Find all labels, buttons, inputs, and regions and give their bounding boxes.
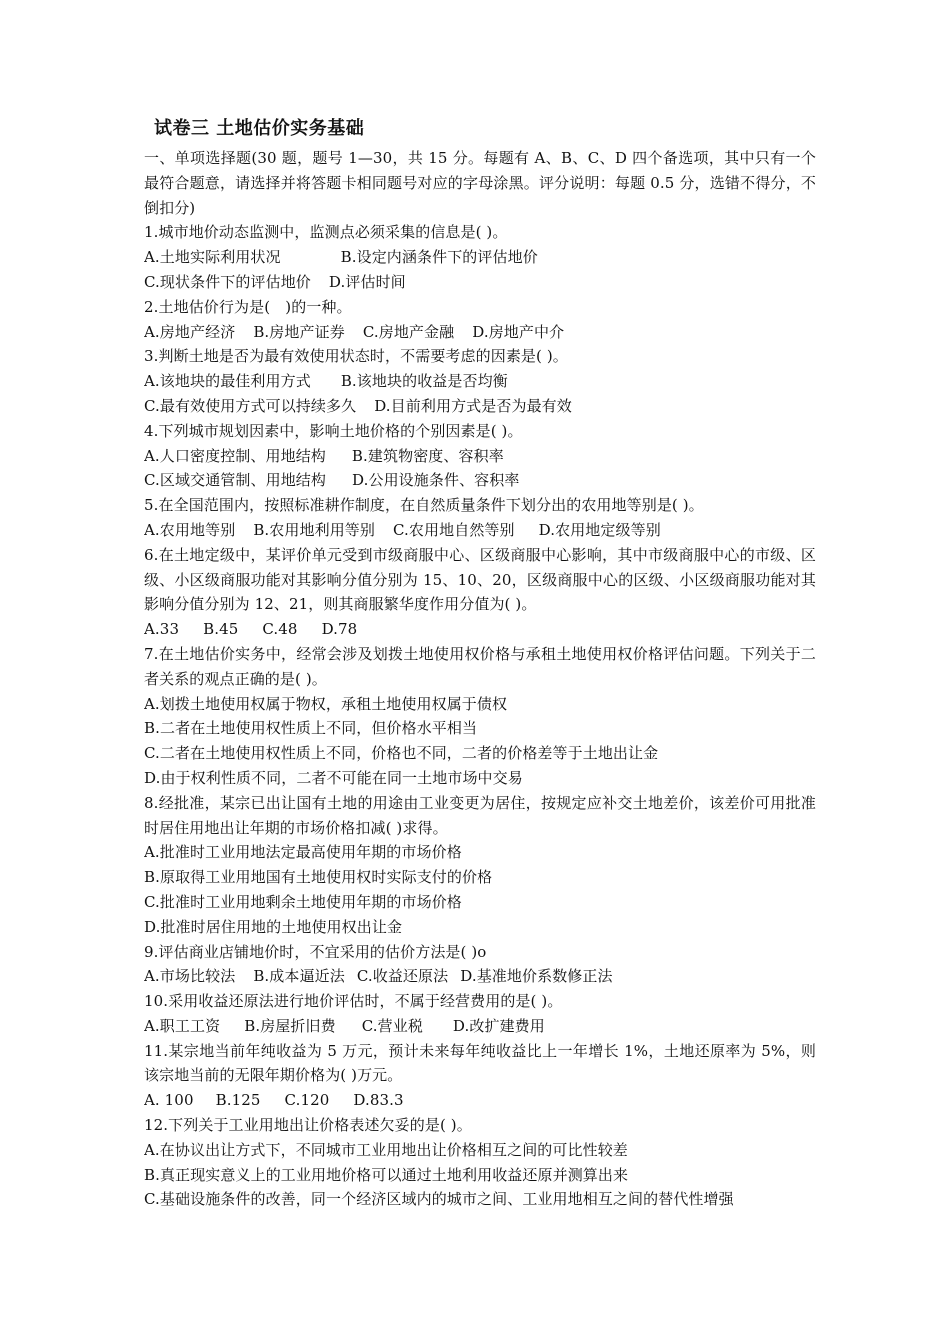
option-row	[144, 865, 816, 890]
answer-option: D.基准地价系数修正法	[460, 967, 613, 986]
answer-option: D.78	[321, 620, 358, 639]
answer-option: B.二者在土地使用权性质上不同，但价格水平相当	[144, 719, 478, 738]
answer-option: C.基础设施条件的改善，同一个经济区域内的城市之间、工业用地相互之间的替代性增强	[144, 1190, 734, 1209]
question-stem: 9.评估商业店铺地价时，不宜采用的估价方法是( )o	[144, 942, 487, 961]
question-list	[144, 220, 816, 1212]
option-row	[144, 692, 816, 717]
answer-option: A.农用地等别	[144, 520, 236, 539]
answer-option: C.最有效使用方式可以持续多久	[144, 396, 357, 415]
answer-option: C.区域交通管制、用地结构	[144, 471, 327, 490]
answer-option: A.人口密度控制、用地结构	[144, 446, 326, 465]
answer-option: B.该地块的收益是否均衡	[340, 372, 508, 391]
option-row	[144, 1014, 816, 1039]
option-row	[144, 518, 816, 543]
option-row	[144, 741, 816, 766]
answer-option: A.土地实际利用状况	[144, 248, 281, 267]
exam-title: 试卷三 土地估价实务基础	[154, 118, 365, 139]
answer-option: D.评估时间	[328, 272, 406, 291]
option-row	[144, 617, 816, 642]
answer-option: C.现状条件下的评估地价	[144, 272, 311, 291]
answer-option: D.农用地定级等别	[538, 520, 661, 539]
option-row	[144, 1138, 816, 1163]
answer-option: B.45	[203, 620, 239, 639]
question-stem: 5.在全国范围内，按照标准耕作制度，在自然质量条件下划分出的农用地等别是( )。	[144, 496, 704, 515]
question-stem: 7.在土地估价实务中，经常会涉及划拨土地使用权价格与承租土地使用权价格评估问题。下列关于二者关系的观点正确的是( )。	[144, 644, 816, 688]
question-stem: 10.采用收益还原法进行地价评估时，不属于经营费用的是( )。	[144, 992, 563, 1011]
option-row	[144, 320, 816, 345]
exam-page	[144, 116, 816, 1212]
answer-option: A.划拨土地使用权属于物权，承租土地使用权属于债权	[144, 694, 508, 713]
answer-option: C.房地产金融	[362, 322, 455, 341]
answer-option: D.公用设施条件、容积率	[352, 471, 520, 490]
answer-option: B.建筑物密度、容积率	[351, 446, 504, 465]
option-row	[144, 766, 816, 791]
answer-option: B.农用地利用等别	[253, 520, 376, 539]
answer-option: A.该地块的最佳利用方式	[144, 372, 311, 391]
question-stem: 2.土地估价行为是( )的一种。	[144, 297, 352, 316]
option-row	[144, 394, 816, 419]
answer-option: D.改扩建费用	[452, 1016, 545, 1035]
answer-option: B.真正现实意义上的工业用地价格可以通过土地利用收益还原并测算出来	[144, 1165, 629, 1184]
option-row	[144, 444, 816, 469]
answer-option: D.83.3	[353, 1091, 404, 1110]
answer-option: D.目前利用方式是否为最有效	[374, 396, 572, 415]
option-row	[144, 1163, 816, 1188]
question-stem: 1.城市地价动态监测中，监测点必须采集的信息是( )。	[144, 223, 508, 242]
option-row	[144, 890, 816, 915]
answer-option: C.收益还原法	[356, 967, 449, 986]
option-row	[144, 1187, 816, 1212]
section-instructions: 一、单项选择题(30 题，题号 1—30，共 15 分。每题有 A、B、C、D 四个备选项，其中只有一个最符合题意，请选择并将答题卡相同题号对应的字母涂黑。评分说明：每题 0.5 分，选错不得分，不倒扣分)	[144, 149, 816, 217]
answer-option: D.批准时居住用地的土地使用权出让金	[144, 917, 403, 936]
answer-option: D.房地产中介	[472, 322, 565, 341]
answer-option: C.营业税	[361, 1016, 423, 1035]
question-stem: 4.下列城市规划因素中，影响土地价格的个别因素是( )。	[144, 421, 523, 440]
answer-option: B.房地产证券	[253, 322, 345, 341]
option-row	[144, 915, 816, 940]
answer-option: A.在协议出让方式下，不同城市工业用地出让价格相互之间的可比性较差	[144, 1140, 628, 1159]
answer-option: A.职工工资	[144, 1016, 221, 1035]
answer-option: C.120	[284, 1091, 330, 1110]
question-stem: 3.判断土地是否为最有效使用状态时，不需要考虑的因素是( )。	[144, 347, 568, 366]
question-stem: 11.某宗地当前年纯收益为 5 万元，预计未来每年纯收益比上一年增长 1%，土地还原率为 5%，则该宗地当前的无限年期价格为( )万元。	[144, 1041, 816, 1085]
answer-option: B.原取得工业用地国有土地使用权时实际支付的价格	[144, 868, 493, 887]
option-row	[144, 245, 816, 270]
answer-option: A.房地产经济	[144, 322, 236, 341]
option-row	[144, 369, 816, 394]
option-row	[144, 964, 816, 989]
answer-option: A.市场比较法	[144, 967, 236, 986]
option-row	[144, 1088, 816, 1113]
answer-option: C.农用地自然等别	[393, 520, 515, 539]
answer-option: C.二者在土地使用权性质上不同，价格也不同，二者的价格差等于土地出让金	[144, 744, 659, 763]
answer-option: C.48	[262, 620, 298, 639]
option-row	[144, 270, 816, 295]
option-row	[144, 716, 816, 741]
answer-option: B.设定内涵条件下的评估地价	[340, 248, 538, 267]
answer-option: B.125	[215, 1091, 261, 1110]
question-stem: 12.下列关于工业用地出让价格表述欠妥的是( )。	[144, 1116, 472, 1135]
answer-option: C.批准时工业用地剩余土地使用年期的市场价格	[144, 892, 462, 911]
answer-option: B.房屋折旧费	[244, 1016, 336, 1035]
answer-option: B.成本逼近法	[253, 967, 345, 986]
question-stem: 6.在土地定级中，某评价单元受到市级商服中心、区级商服中心影响，其中市级商服中心的市级、区级、小区级商服功能对其影响分值分别为 15、10、20，区级商服中心的区级、小区级商服功能对其影响分值分别为 12、21，则其商服繁华度作用分值为( )。	[144, 545, 816, 614]
answer-option: D.由于权利性质不同，二者不可能在同一土地市场中交易	[144, 768, 523, 787]
answer-option: A. 100	[144, 1091, 194, 1110]
option-row	[144, 468, 816, 493]
answer-option: A.批准时工业用地法定最高使用年期的市场价格	[144, 843, 462, 862]
option-row	[144, 840, 816, 865]
answer-option: A.33	[144, 620, 180, 639]
question-stem: 8.经批准，某宗已出让国有土地的用途由工业变更为居住，按规定应补交土地差价，该差价可用批准时居住用地出让年期的市场价格扣减( )求得。	[144, 793, 816, 837]
